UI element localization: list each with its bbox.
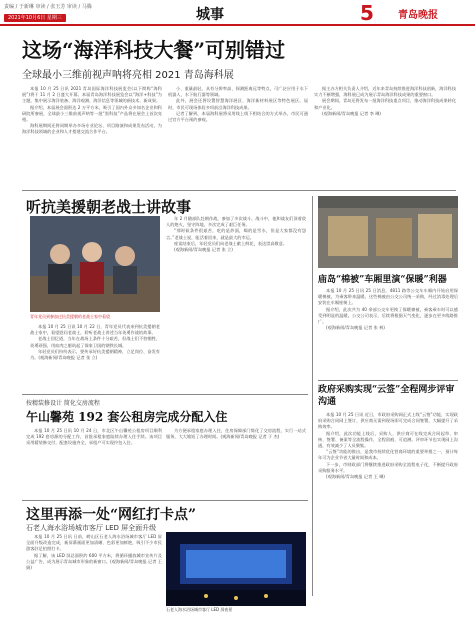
quilt-paragraph: 据介绍，此次共为 40 余部公交车更换了保暖棉被，乘客乘车时可以感受到明显的温暖。公交公司表示，后续将根据天气变化，逐步在更多线路推广。 bbox=[318, 306, 458, 325]
procurement-paragraph: (观海新闻/青岛晚报 记者 王 琳) bbox=[326, 474, 385, 480]
veteran-photo-caption: 青年党员到参加过抗美援朝的老战士家中看望 bbox=[30, 314, 110, 319]
housing-headline: 午山馨苑 192 套公租房完成分配入住 bbox=[26, 410, 228, 424]
lead-paragraph: 海科展期间还将同期举办多场专业论坛、项目路演和成果发布活动，为海洋科技领域的企业和人才搭建交流合作平台。 bbox=[22, 123, 162, 135]
veteran-paragraph: 年 2 月随部队赴朝作战，参加了多次战斗。战斗中，他和战友们顶着敌人的炮火，坚守阵地，多次完成了艰巨任务。 bbox=[166, 216, 306, 228]
issue-date: 2021年10月6日 星期三 bbox=[4, 14, 66, 22]
divider bbox=[22, 500, 308, 501]
veteran-body-left bbox=[30, 324, 160, 390]
led-photo-caption: 石老人海水浴场城市客厅 LED 屏夜景 bbox=[166, 607, 233, 612]
veteran-paragraph: (观海新闻/青岛晚报 记者 张 立) bbox=[174, 247, 233, 253]
lead-paragraph: 据介绍，本届展会面积达 2 万平方米，吸引了国内外众多知名企业和科研院所参展，全球最小三维前视声呐等一批“黑科技”产品将在展会上首次亮相。 bbox=[22, 104, 162, 123]
divider bbox=[318, 380, 458, 381]
lead-paragraph: 此外，展会还将设置智慧海洋展区、海洋新材料展区等特色展区。届时，市民可现场体验多项前沿海洋科技成果。 bbox=[168, 98, 308, 110]
quilt-body bbox=[318, 288, 458, 376]
veteran-paragraph: 老战士回忆道，当年在战场上条件十分艰苦，但战士们不怕牺牲、英勇顽强，用血肉之躯筑起了保家卫国的钢铁长城。 bbox=[30, 336, 160, 348]
led-paragraph: 本报 10 月 25 日讯 日前，崂山区石老人海水浴场城市客厅 LED 屏全面升级改造完成，新屏幕画面更加清晰、色彩更加鲜艳，吸引不少市民游客驻足拍照打卡。 bbox=[26, 534, 162, 552]
housing-kicker: 按精装修设计 简化交房流程 bbox=[26, 400, 100, 407]
lead-subhead: 全球最小三维前视声呐将亮相 2021 青岛海科展 bbox=[22, 70, 234, 81]
veteran-photo-image bbox=[30, 216, 160, 312]
section-title: 城事 bbox=[196, 7, 224, 23]
housing-paragraph: 本报 10 月 25 日讯 10 月 24 日，市北区午山馨苑公租房项目顺利完成 192 套房源的分配工作，首批承租家庭陆续办理入住手续。该项目采用精装修交付，配套设施齐全，承租户可实现拎包入住。 bbox=[26, 428, 162, 446]
veteran-headline: 听抗美援朝老战士讲故事 bbox=[26, 198, 192, 216]
procurement-paragraph: 据介绍，此次功能上线后，采购人、供应商可在线完成合同起草、审核、签署、备案等全流程操作，全程留痕、可追溯。评审环节也实现网上沟通，有效减少了人员聚集。 bbox=[318, 430, 458, 449]
led-subhead: 石老人海水浴场城市客厅 LED 屏全面升级 bbox=[26, 524, 157, 532]
procurement-body bbox=[318, 412, 458, 612]
procurement-paragraph: 下一步，市财政部门将继续推进政府采购全流程电子化，不断提升政府采购服务水平。 bbox=[318, 461, 458, 473]
veteran-photo bbox=[30, 216, 160, 312]
lead-headline: 这场“海洋科技大餐”可别错过 bbox=[22, 38, 286, 62]
procurement-paragraph: 本报 10 月 25 日讯 近日，市政府采购网正式上线“云签”功能，实现政府采购合同网上签订，供应商无需到现场即可完成合同签署，大幅提升了采购效率。 bbox=[318, 412, 458, 430]
led-screen-image bbox=[166, 532, 306, 606]
housing-body-right bbox=[166, 428, 306, 498]
veteran-paragraph: 座谈结束后，年轻党员们向老战士献上鲜花，表达崇高敬意。 bbox=[174, 240, 288, 246]
lead-column-3 bbox=[314, 86, 456, 186]
housing-paragraph: 为方便承租家庭办理入住，住房保障部门简化了交房流程，实行一站式服务，大大缩短了办理时间。(观海新闻/青岛晚报 记者 于 杰) bbox=[166, 428, 306, 440]
page-number: 5 bbox=[360, 1, 374, 25]
quilt-headline: 庙岛“棉被”车厢里演“保暖”利器 bbox=[318, 275, 447, 285]
divider bbox=[22, 190, 456, 191]
lead-paragraph: 本报 10 月 25 日讯 2021 青岛国际海洋科技展览会(以下简称“海科展”)将于 11 月 2 日盛大开幕。本届青岛海洋科技展览会以“海洋+科技”为主题，集中展示海洋装备、海洋观测、海洋信息等领域的新技术、新成果。 bbox=[22, 86, 162, 104]
lead-paragraph: 据主办方相关负责人介绍，近年来青岛持续推进海洋科技创新，海洋科技实力不断增强，海科展已成为展示青岛海洋科技成果的重要窗口。 bbox=[314, 86, 456, 98]
quilt-paragraph: 本报 10 月 25 日讯 25 日消息，4811 路等公交车车厢内开始启用保暖棉被，为乘客带来温暖。这些棉被由公交公司统一采购，经过消毒处理后安装在车厢座椅上。 bbox=[318, 288, 458, 306]
lead-column-2 bbox=[168, 86, 308, 186]
veteran-paragraph: 年轻党员们纷纷表示，要传承好抗美援朝精神，立足岗位、奋发有为。(观海新闻/青岛晚报 记者 张 立) bbox=[30, 348, 160, 361]
led-headline: 这里再添一处“网红打卡点” bbox=[26, 507, 197, 523]
led-body bbox=[26, 534, 162, 614]
page-header bbox=[0, 0, 475, 26]
lead-paragraph: 小、重量最轻，具有分辨率高、探测距离远等特点，可广泛应用于水下机器人、水下航行器等领域。 bbox=[168, 86, 308, 98]
lead-column-1 bbox=[22, 86, 162, 186]
editor-credits: 责编 / 于新琳 审读 / 张玉芳 审读 / 马腾 bbox=[4, 4, 92, 10]
newspaper-brand: 青岛晚报 bbox=[398, 10, 438, 21]
procurement-headline: 政府采购实现“云签”全程网步评审沟通 bbox=[318, 385, 455, 407]
veteran-paragraph: “那时候条件很艰苦，吃的是炒面，喝的是雪水，但是大家都没有怨言。”老战士说，能活着回来，就是最大的幸运。 bbox=[166, 228, 306, 240]
divider bbox=[22, 394, 308, 395]
veteran-paragraph: 本报 10 月 25 日讯 10 月 22 日，青年党员代表来到抗美援朝老战士家中，看望慰问老战士，聆听老战士讲述当年英勇作战的故事。 bbox=[30, 324, 160, 336]
column-divider bbox=[312, 196, 313, 596]
led-paragraph: 据了解，该 LED 屏总面积约 600 平方米，将循环播放城市宣传片及公益广告，成为展示青岛城市形象的新窗口。(观海新闻/青岛晚报 记者 王 娟) bbox=[26, 552, 162, 571]
bus-photo-image bbox=[318, 196, 458, 268]
veteran-body-right bbox=[166, 216, 306, 390]
bus-photo bbox=[318, 196, 458, 268]
lead-paragraph: (观海新闻/青岛晚报 记者 李 琳) bbox=[322, 110, 381, 116]
housing-body-left bbox=[26, 428, 162, 498]
lead-paragraph: 记者了解到，本届海科展将采用线上线下相结合的方式举办，市民可通过官方平台预约参观。 bbox=[168, 110, 308, 123]
procurement-paragraph: “云签”功能的推出，是我市持续优化营商环境的重要举措之一，预计每年可为企业节省大量时间和成本。 bbox=[318, 449, 458, 461]
led-screen-photo bbox=[166, 532, 306, 606]
quilt-paragraph: (观海新闻/青岛晚报 记者 张 林) bbox=[326, 325, 385, 331]
lead-paragraph: 展会期间，青岛还将发布一批海洋科技重点项目，推动海洋科技成果转化和产业化。 bbox=[314, 98, 456, 110]
